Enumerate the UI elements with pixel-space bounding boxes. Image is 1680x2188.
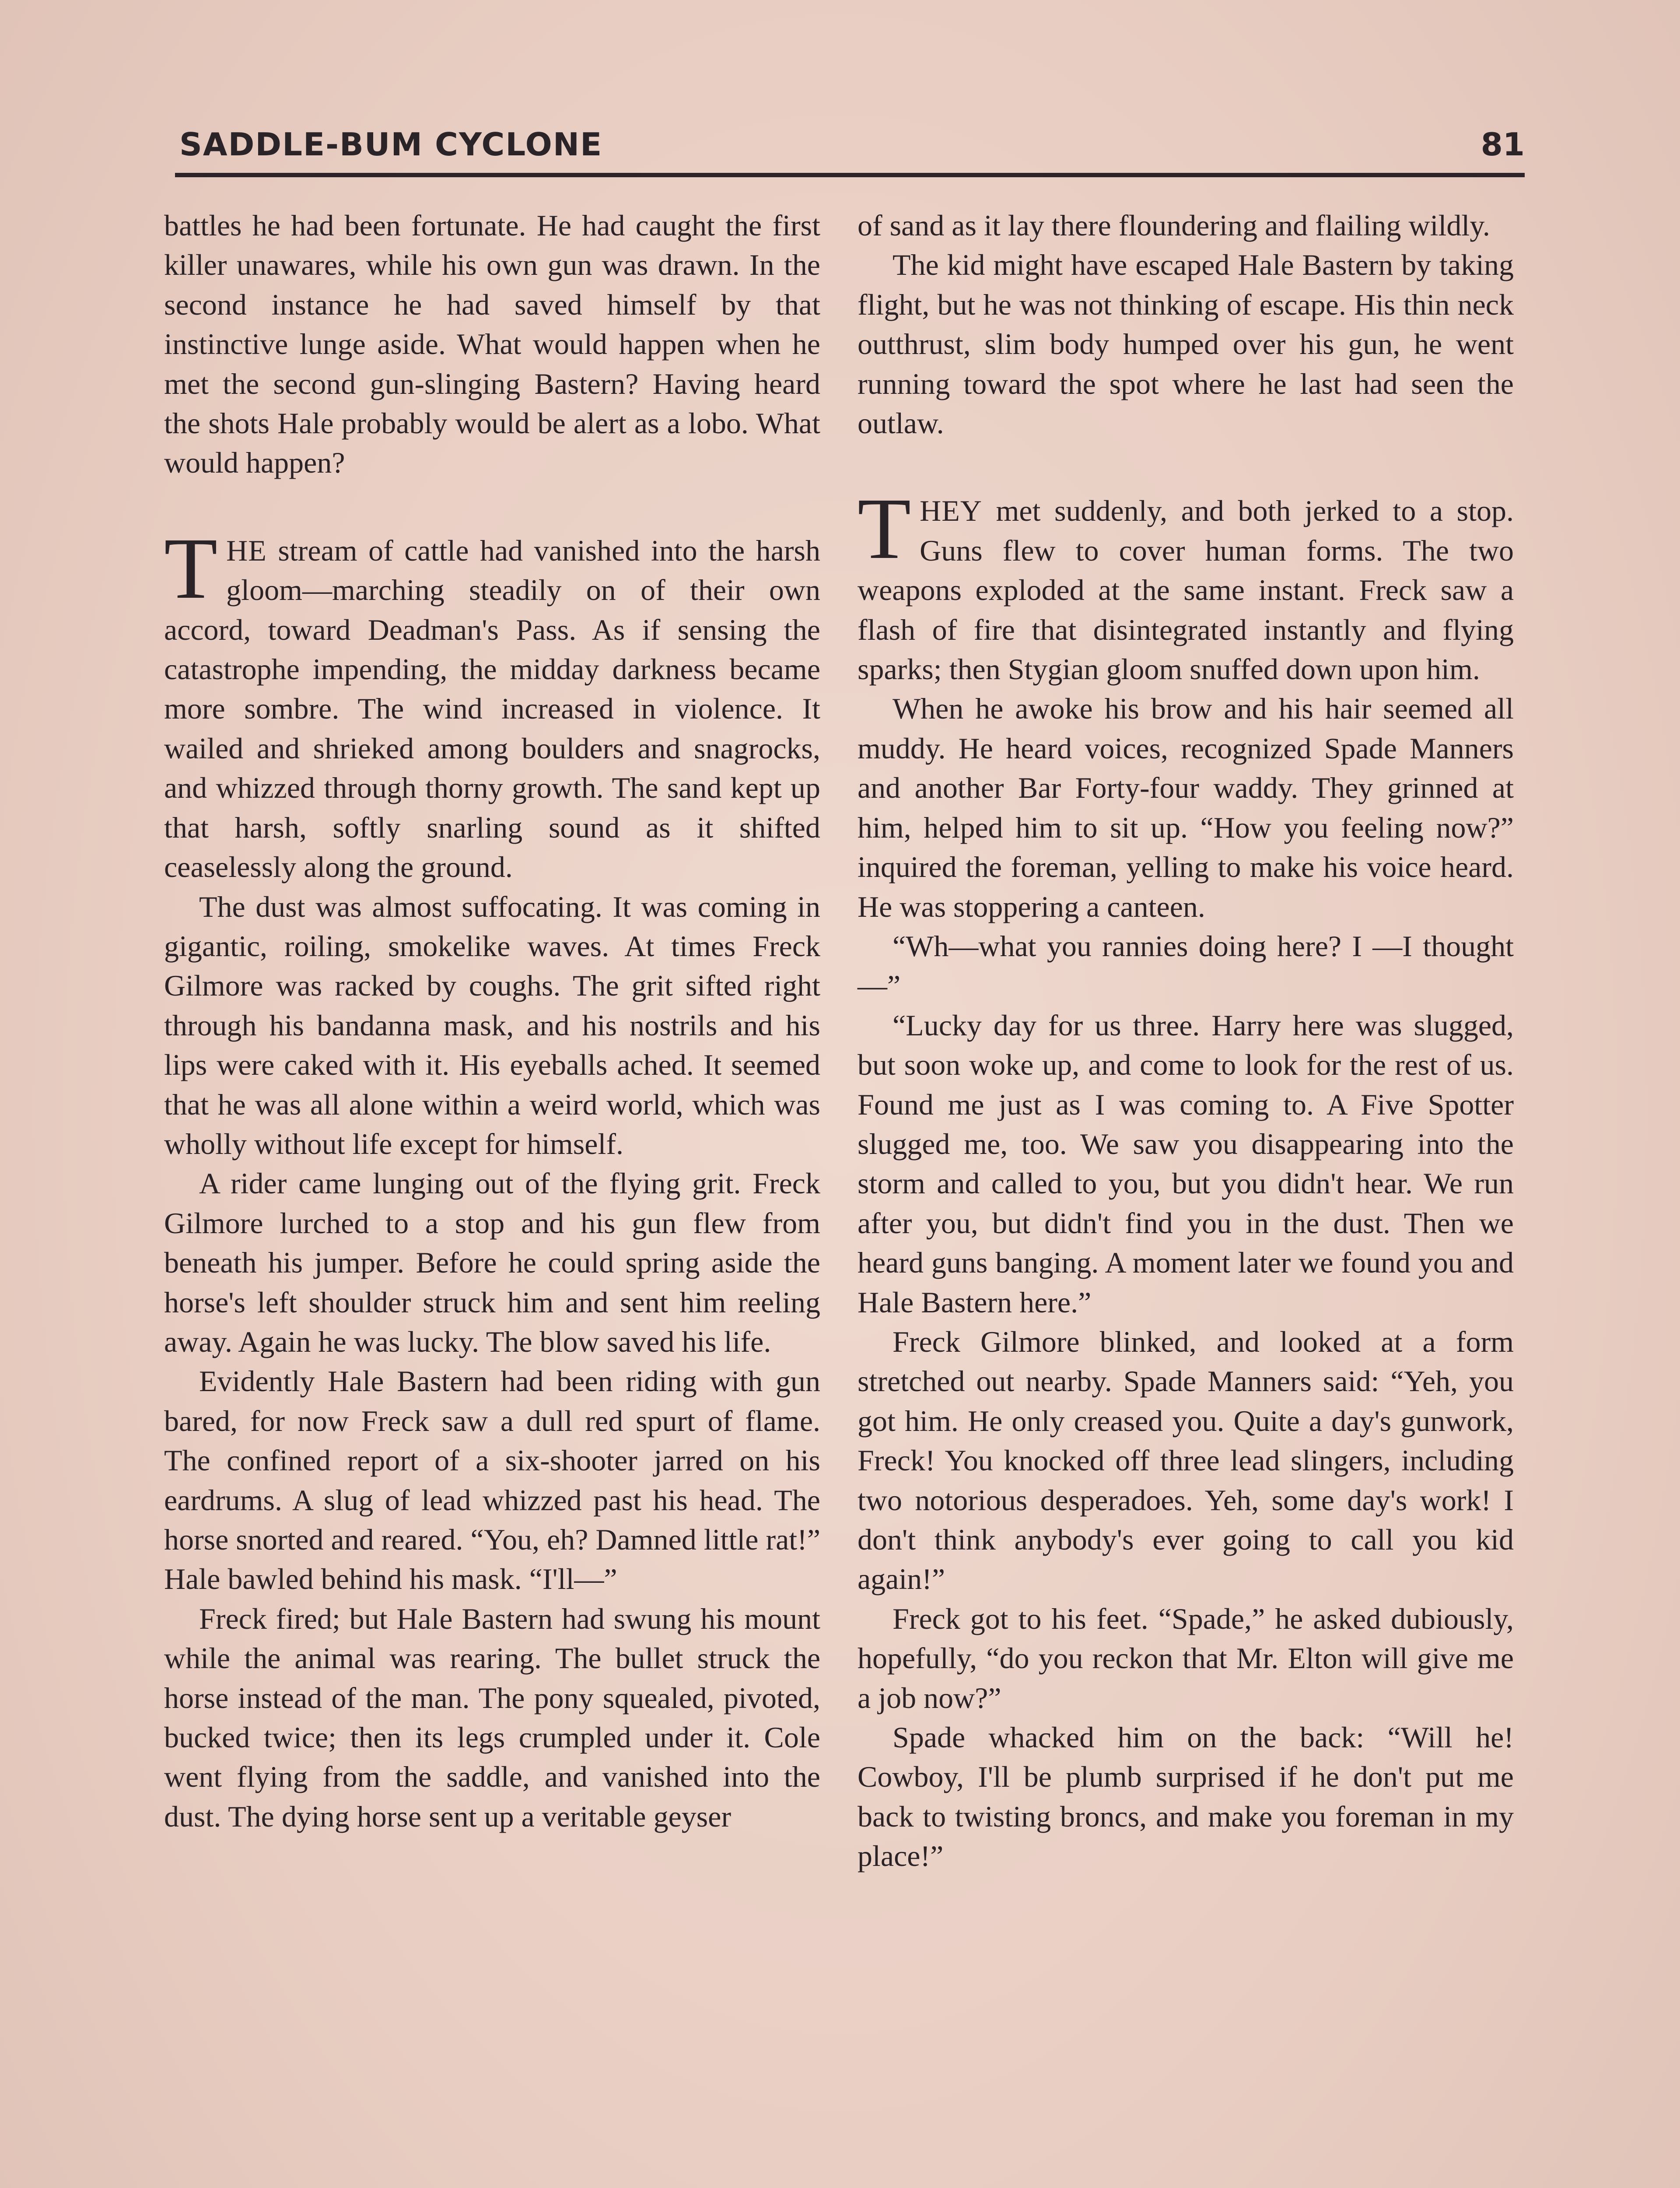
right-column [858, 206, 1514, 1876]
page-number: 81 [1480, 126, 1525, 163]
drop-cap: T [164, 520, 218, 617]
paragraph-text: met suddenly, and both jerked to a stop. Guns flew to cover human forms. The two weapons exploded at the same instant. Freck saw a flash of fire that disintegrated instantly and flying sparks; then Stygian gloom snuffed down upon him. [858, 494, 1514, 686]
lead-in: HEY [920, 494, 982, 528]
paragraph: A rider came lunging out of the flying grit. Freck Gilmore lurched to a stop and his gun flew from beneath his jumper. Before he could spring aside the horse's left shoulder struck him and sent him reeling away. Again he was lucky. The blow saved his life. [164, 1167, 820, 1358]
paragraph: Freck fired; but Hale Bastern had swung his mount while the animal was rearing. The bullet struck the horse instead of the man. The pony squealed, pivoted, bucked twice; then its legs crumpled under it. Cole went flying from the saddle, and vanished into the dust. The dying horse sent up a veritable geyser [164, 1602, 820, 1833]
paragraph: When he awoke his brow and his hair seemed all muddy. He heard voices, recognized Spade Manners and another Bar Forty-four waddy. They grinned at him, helped him to sit up. “How you feeling now?” inquired the foreman, yelling to make his voice heard. He was stoppering a canteen. [858, 692, 1514, 923]
paragraph: battles he had been fortunate. He had caught the first killer unawares, while his own gun was drawn. In the second instance he had saved himself by that instinctive lunge aside. What would happen when he met the second gun-slinging Bastern? Having heard the shots Hale probably would be alert as a lobo. What would happen? [164, 209, 820, 480]
paragraph: The dust was almost suffocating. It was coming in gigantic, roiling, smokelike waves. At times Freck Gilmore was racked by coughs. The grit sifted right through his bandanna mask, and his nostrils and his lips were caked with it. His eyeballs ached. It seemed that he was all alone within a weird world, which was wholly without life except for himself. [164, 890, 820, 1161]
section-opening-paragraph [858, 480, 1514, 689]
paragraph: of sand as it lay there floundering and flailing wildly. [858, 209, 1490, 242]
paragraph: Spade whacked him on the back: “Will he! Cowboy, I'll be plumb surprised if he don't put me back to twisting broncs, and make you foreman in my place!” [858, 1721, 1514, 1873]
left-column [164, 206, 820, 1836]
section-opening-paragraph [164, 520, 820, 887]
drop-cap: T [858, 480, 911, 578]
paragraph: “Wh—what you rannies doing here? I —I thought—” [858, 929, 1514, 1003]
paragraph: Freck got to his feet. “Spade,” he asked dubiously, hopefully, “do you reckon that Mr. Elton will give me a job now?” [858, 1602, 1514, 1715]
paragraph: The kid might have escaped Hale Bastern by taking flight, but he was not thinking of escape. His thin neck outthrust, slim body humped over his gun, he went running toward the spot where he last had seen the outlaw. [858, 248, 1514, 440]
header-rule [175, 173, 1525, 177]
page-header [175, 126, 1525, 179]
paragraph: Freck Gilmore blinked, and looked at a form stretched out nearby. Spade Manners said: “Yeh, you got him. He only creased you. Quite a day's gunwork, Freck! You knocked off three lead slingers, including two notorious desperadoes. Yeh, some day's work! I don't think anybody's ever going to call you kid again!” [858, 1325, 1514, 1596]
lead-in: HE [226, 533, 267, 567]
running-title: SADDLE-BUM CYCLONE [179, 126, 603, 163]
paragraph: Evidently Hale Bastern had been riding with gun bared, for now Freck saw a dull red spurt of flame. The confined report of a six-shooter jarred on his eardrums. A slug of lead whizzed past his head. The horse snorted and reared. “You, eh? Damned little rat!” Hale bawled behind his mask. “I'll—” [164, 1364, 820, 1596]
paragraph: “Lucky day for us three. Harry here was slugged, but soon woke up, and come to look for the rest of us. Found me just as I was coming to. A Five Spotter slugged me, too. We saw you disappearing into the storm and called to you, but you didn't hear. We run after you, but didn't find you in the dust. Then we heard guns banging. A moment later we found you and Hale Bastern here.” [858, 1008, 1514, 1319]
paragraph-text: stream of cattle had vanished into the harsh gloom—marching steadily on of their own accord, toward Deadman's Pass. As if sensing the catastrophe impending, the midday darkness became more sombre. The wind increased in violence. It wailed and shrieked among boulders and snagrocks, and whizzed through thorny growth. The sand kept up that harsh, softly snarling sound as it shifted ceaselessly along the ground. [164, 533, 820, 884]
